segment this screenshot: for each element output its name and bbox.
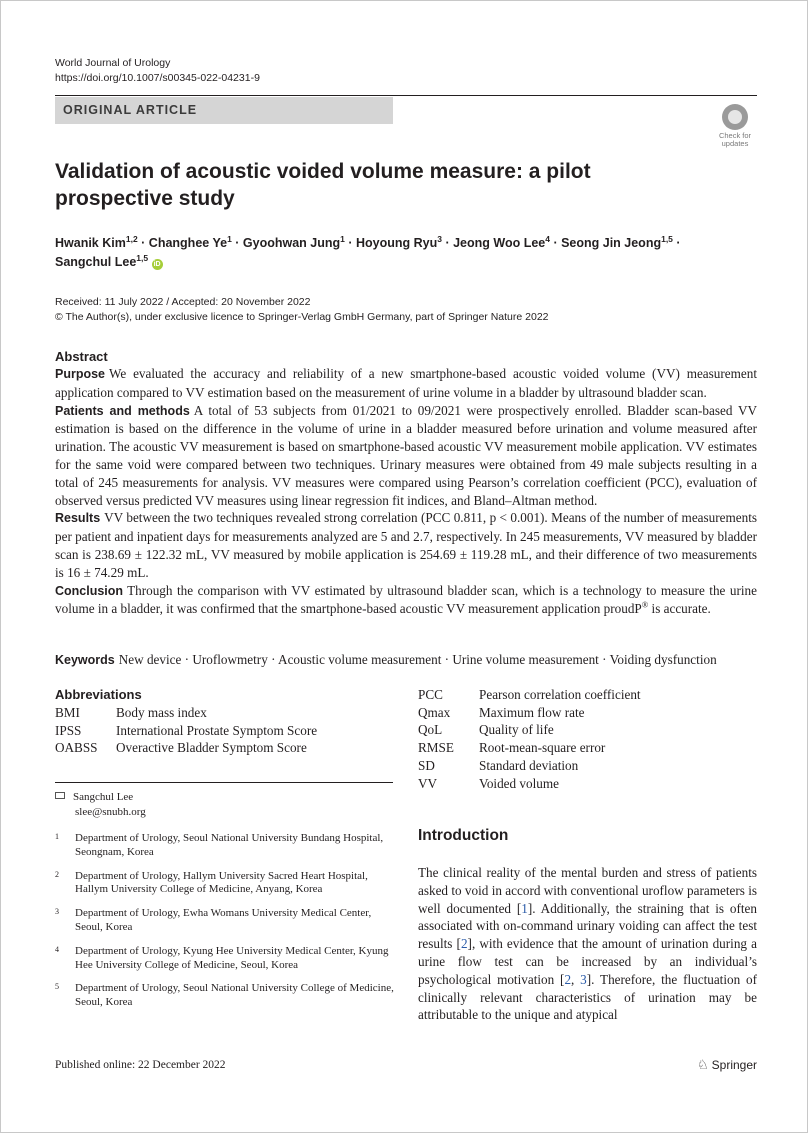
introduction-heading: Introduction — [418, 827, 509, 844]
abstract-conclusion: Conclusion Through the comparison with VV estimated by ultrasound bladder scan, which is a technology to measure the urine volume in a bladder, it was confirmed that the smartphone-based acoustic VV measurement application proudP® is accurate. — [55, 582, 757, 617]
published-date: Published online: 22 December 2022 — [55, 1059, 226, 1071]
abbreviation-row: IPSS International Prostate Symptom Score — [55, 722, 318, 738]
doi-link[interactable]: https://doi.org/10.1007/s00345-022-04231-9 — [55, 72, 260, 84]
abstract-methods: Patients and methods A total of 53 subjects from 01/2021 to 09/2021 were prospectively enrolled. Bladder scan-based VV estimation is based on the difference in the volume of urine in a bladder measured before urination and volume measured after urination. The acoustic VV measurement is based on smartphone-based acoustic VV measurement mobile application. VV estimates for the same void were compared between two techniques. Urinary measures were obtained from 49 male subjects resulting in a total of 245 measurements for analysis. VV measures were compared using Pearson’s correlation coefficient (PCC), evaluation of observed versus predicted VV measures using linear regression fit indices, and Bland–Altman method. — [55, 402, 757, 508]
abbreviation-row: RMSE Root-mean-square error — [418, 740, 606, 756]
abbreviations-list-right — [418, 686, 641, 792]
corresponding-name: Sangchul Lee — [73, 791, 134, 803]
copyright-notice: © The Author(s), under exclusive licence to Springer-Verlag GmbH Germany, part of Springer Nature 2022 — [55, 311, 549, 323]
author-list: Hwanik Kim$^{1,2}$ · Changhee $Ye^1$ · Gyoohwan Jung$^1$ · Hoyoung Ryu$^3$ · Jeong Woo Lee$^4$ · Seong Jin Jeong$^{1,5}$ · Sangchul Lee$^{1,5}$ iD — [55, 233, 681, 269]
springer-horse-icon: ♘ — [697, 1057, 709, 1072]
abbreviation-row: Qmax Maximum flow rate — [418, 704, 585, 720]
article-type-banner — [55, 97, 393, 124]
keywords: Keywords New device · Uroflowmetry · Acoustic volume measurement · Urine volume measurement · Voiding dysfunction — [55, 652, 717, 667]
author[interactable]: Seong Jin Jeong$^{1,5}$ — [561, 233, 673, 250]
abbreviation-row: QoL Quality of life — [418, 722, 554, 738]
check-updates-label: Check for — [718, 131, 752, 140]
received-accepted: Received: 11 July 2022 / Accepted: 20 November 2022 — [55, 296, 311, 308]
affiliation: 5 Department of Urology, Seoul National University College of Medicine, Seoul, Korea — [55, 982, 394, 1009]
abstract-results: Results VV between the two techniques revealed strong correlation (PCC 0.811, p < 0.001). Means of the number of measurements per patient and inpatient days for measurements analyzed are 5 and 2.7, respectively. In 245 measurements, VV measured by bladder scan is 238.69 ± 122.32 mL, VV measured by mobile application is 254.69 ± 119.28 mL, and their difference of two measurements is 16 ± 74.29 mL. — [55, 510, 757, 580]
author[interactable]: Jeong Woo Lee$^4$ — [453, 233, 550, 250]
publisher-logo — [697, 1057, 757, 1073]
footnote-rule — [55, 782, 393, 783]
affiliation: 2 Department of Urology, Hallym University Sacred Heart Hospital, Hallym University College of Medicine, Anyang, Korea — [55, 869, 368, 896]
abbreviation-row: VV Voided volume — [418, 775, 559, 791]
check-updates-icon — [722, 104, 748, 130]
journal-header — [55, 56, 260, 86]
author[interactable]: Gyoohwan Jung$^1$ — [242, 233, 345, 250]
journal-name: World Journal of Urology — [55, 57, 171, 69]
author[interactable]: Sangchul Lee$^{1,5}$ — [55, 252, 149, 269]
author[interactable]: Changhee Ye$^1$ — [148, 233, 232, 250]
abbreviation-row: PCC Pearson correlation coefficient — [418, 687, 641, 702]
article-dates — [55, 295, 549, 325]
citation-link[interactable]: 2 — [460, 936, 468, 952]
abbreviations-list-left — [55, 704, 317, 757]
citation-link[interactable]: 2 — [564, 971, 572, 987]
affiliation: 4 Department of Urology, Kyung Hee University Medical Center, Kyung Hee University College of Medicine, Seoul, Korea — [55, 944, 389, 971]
author[interactable]: Hwanik Kim$^{1,2}$ — [55, 233, 138, 250]
corresponding-author — [55, 790, 146, 820]
check-updates-label-2: updates — [721, 139, 749, 148]
introduction-text: The clinical reality of the mental burden and stress of patients asked to void in accord with conventional uroflow parameters is well documented [1]. Additionally, the straining that is often associated with on-command urinary voiding can affect the test results [2], with evidence that the amount of urination during a urine flow test can be increased by an individual’s psychological motivation [2, 3]. Therefore, the fluctuation of clinically relevant characteristics of urination may be attributable to the unique and atypical — [418, 865, 758, 1023]
abstract-heading: Abstract — [55, 349, 108, 364]
abbreviation-row: SD Standard deviation — [418, 757, 579, 773]
orcid-icon[interactable]: iD — [153, 261, 161, 268]
author[interactable]: Hoyoung Ryu$^3$ — [356, 233, 442, 250]
affiliations — [55, 832, 395, 1020]
envelope-icon — [55, 792, 65, 799]
abstract-purpose: Purpose We evaluated the accuracy and reliability of a new smartphone-based acoustic voided volume (VV) measurement application compared to VV estimation based on the measurement of urine volume in a bladder by ultrasound bladder scan. — [55, 366, 757, 400]
check-for-updates-badge[interactable] — [713, 104, 757, 146]
citation-link[interactable]: 3 — [580, 971, 587, 987]
citation-link[interactable]: 1 — [521, 900, 528, 916]
abbreviation-row: OABSS Overactive Bladder Symptom Score — [55, 740, 307, 756]
abbreviations-heading: Abbreviations — [55, 687, 142, 702]
article-title: Validation of acoustic voided volume measure: a pilot prospective study — [55, 160, 591, 210]
abbreviation-row: BMI Body mass index — [55, 705, 207, 720]
abstract-body — [55, 365, 757, 618]
affiliation: 3 Department of Urology, Ewha Womans University Medical Center, Seoul, Korea — [55, 907, 372, 933]
corresponding-email[interactable]: slee@snubh.org — [75, 806, 146, 818]
article-type-label: ORIGINAL ARTICLE — [63, 103, 198, 117]
publisher-name: Springer — [711, 1058, 758, 1072]
affiliation: 1 Department of Urology, Seoul National University Bundang Hospital, Seongnam, Korea — [55, 832, 384, 858]
header-rule — [55, 95, 757, 96]
